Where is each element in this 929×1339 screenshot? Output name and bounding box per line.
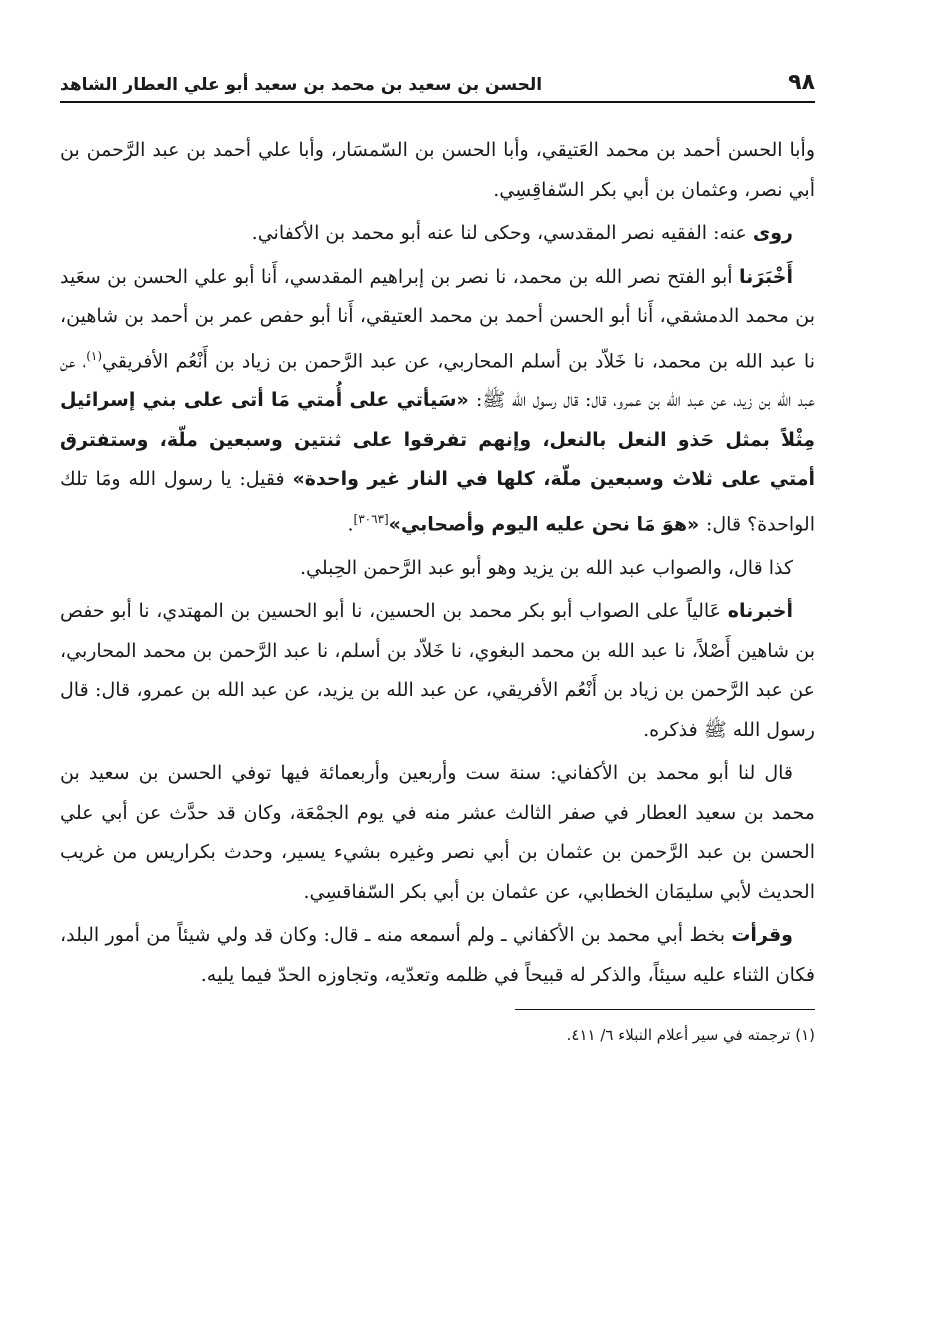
- paragraph-7: [60, 916, 815, 995]
- paragraph-text: عنه: الفقيه نصر المقدسي، وحكى لنا عنه أبو محمد بن الأكفاني.: [251, 222, 747, 244]
- paragraph-text: كذا قال، والصواب عبد الله بن يزيد وهو أبو عبد الرَّحمن الحِبلي.: [299, 556, 793, 579]
- paragraph-6: [60, 754, 815, 912]
- paragraph-text: عَالياً على الصواب أبو بكر محمد بن الحسين، نا أبو الحسين بن المهتدي، نا أبو حفص بن شاهين أَصْلاً، نا عبد الله بن محمد البغوي، نا خَلاّد بن أسلم، نا عبد الرَّحمن بن محمد المحاربي، عن عبد الرَّحمن بن زياد بن أَنْعُم الأفريقي، عن عبد الله بن يزيد، عن عبد الله بن عمرو، قال: قال رسول الله ﷺ فذكره.: [60, 600, 815, 741]
- paragraph-text: ، عن عبد الله بن زيد، عن عبد الله بن عمرو، قال: قال رسول الله ﷺ:: [60, 349, 815, 412]
- paragraph-5: [60, 592, 815, 750]
- document-page: [60, 55, 815, 1295]
- paragraph-text: بخط أبي محمد بن الأكفاني ـ ولم أسمعه منه ـ قال: وكان قد ولي شيئاً من أمور البلد، فكان الثناء عليه سيئاً، والذكر له قبيحاً في ظلمه وتعدّيه، وتجاوزه الحدّ فيما يليه.: [60, 924, 815, 986]
- paragraph-3: [60, 258, 815, 545]
- paragraph-text: قال لنا أبو محمد بن الأكفاني: سنة ست وأربعين وأربعمائة فيها توفي الحسن بن سعيد بن محمد بن سعيد العطار في صفر الثالث عشر منه في يوم الجمْعَة، وكان قد حدَّث عن أبي علي الحسن بن عبد الرَّحمن بن عثمان بن أبي نصر وغيره بشيء يسير، وحدث بكراريس من غريب الحديث لأبي سليمَان الخطابي، عن عثمان بن أبي بكر السّفاقسِي.: [60, 762, 815, 903]
- hadith-text: «سَيأتي على أُمتي مَا أتى على بني إسرائيل مِثْلاً بمثل حَذو النعل بالنعل، وإنهم تفرقوا على ثنتين وسبعين ملّة، وستفترق أمتي على ثلاث وسبعين ملّة، كلها في النار غير واحدة»: [60, 389, 815, 491]
- lead-word: أَخْبَرَنا: [738, 265, 793, 288]
- lead-word: أخبرناه: [727, 600, 794, 623]
- paragraph-4: [60, 549, 815, 589]
- paragraph-text: فقيل: يا رسول الله ومَا تلك الواحدة؟ قال:: [60, 468, 815, 536]
- page-header: [60, 55, 815, 103]
- paragraph-text: .: [347, 513, 354, 536]
- footnote: (١) ترجمته في سير أعلام النبلاء ٦/ ٤١١.: [566, 1026, 815, 1045]
- paragraph-1: [60, 131, 815, 210]
- lead-word: روى: [752, 222, 793, 244]
- page-number: ٩٨: [788, 70, 815, 95]
- footnote-divider: [515, 1009, 815, 1010]
- paragraph-text: وأبا الحسن أحمد بن محمد العَتيقي، وأبا الحسن بن السّمسَار، وأبا علي أحمد بن عبد الرَّحمن بن أبي نصر، وعثمان بن أبي بكر السّفاقِسِي.: [60, 139, 815, 201]
- footnote-ref: (١): [86, 348, 103, 363]
- hadith-number: [٣٠٦٣]: [353, 511, 389, 526]
- paragraph-text: أبو الفتح نصر الله بن محمد، نا نصر بن إبراهيم المقدسي، أَنا أبو علي الحسن بن سعَيد بن محمد الدمشقي، أَنا أبو الحسن أحمد بن محمد العتيقي، أَنا أبو حفص عمر بن أحمد بن شاهين، نا عبد الله بن محمد، نا خَلاّد بن أسلم المحاربي، عن عبد الرَّحمن بن زياد بن أَنْعُم الأفريقي: [60, 265, 816, 372]
- lead-word: وقرأت: [731, 924, 793, 947]
- hadith-text: «هوَ مَا نحن عليه اليوم وأصحابي»: [388, 513, 706, 536]
- page-body: [60, 131, 815, 1050]
- paragraph-2: [60, 214, 815, 254]
- running-title: الحسن بن سعيد بن محمد بن سعيد أبو علي العطار الشاهد: [60, 75, 543, 95]
